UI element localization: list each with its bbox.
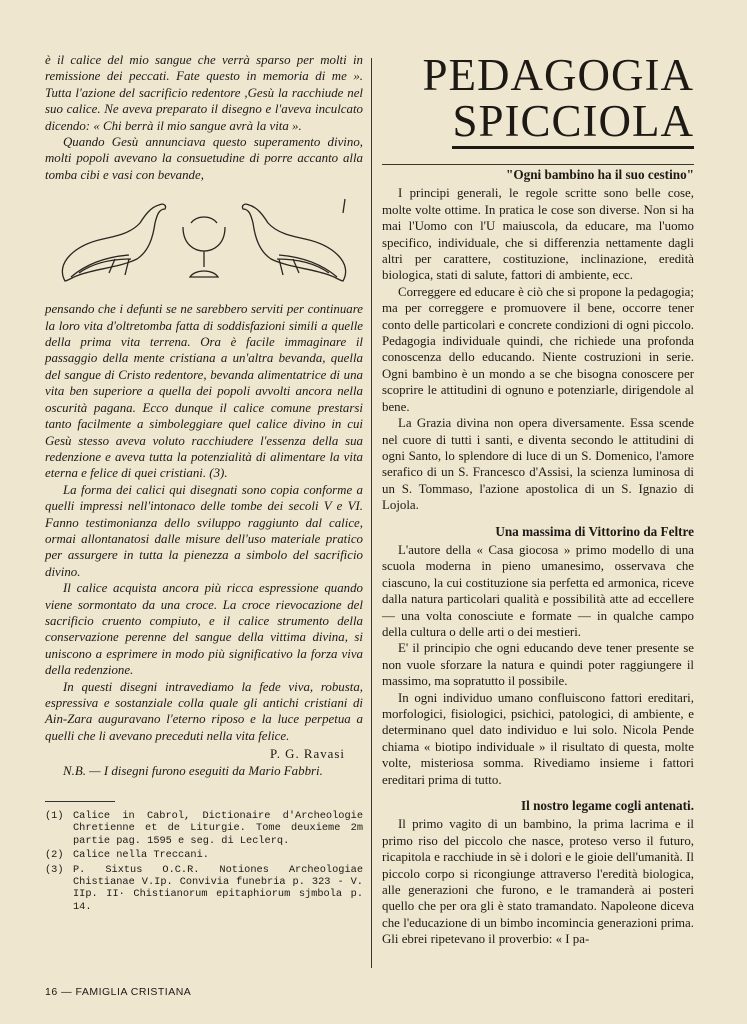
section-3-paragraph: Il primo vagito di un bambino, la prima lacrima e il primo riso del piccolo che nasce, proteso verso il futuro, ricapitola e racchiude in sè i dolori e le gioie dell'umanità. Il piccolo corpo si ricongiunge attraverso l'eredità biologica, alle generazioni che furono, e le tramanderà ai posteri quello che per ora gli è stato tramandato. Napoleone diceva che l'educazione di un bimbo incomincia generazioni prima. Gli ebrei ripetevano il proverbio: « I pa- (382, 817, 694, 947)
article-title (382, 52, 694, 149)
footnote-number: (3) (45, 863, 64, 876)
left-paragraph-5: Il calice acquista ancora più ricca espressione quando viene sormontato da una croce. La croce rievocazione del sacrificio cruento compiuto, e il calice strumento della conservazione perenne del sangue della vittima divina, si uniscono a esprimere in modo più significativo la forza viva della redenzione. (45, 581, 363, 678)
column-divider (371, 58, 372, 968)
title-line-1: PEDAGOGIA (422, 50, 694, 100)
section-1-paragraph: La Grazia divina non opera diversamente. Essa scende nel cuore di tutti i santi, e diventa secondo le attitudini di ogni Santo, lo splendore di luce di un S. Domenico, l'amore serafico di un S. Francesco d'Assisi, la scienza luminosa di un S. Tommaso, l'azione apostolica di un S. Ignazio di Lojola. (382, 416, 694, 513)
chalice-doves-illustration (45, 193, 363, 289)
signature: P. G. Ravasi (269, 747, 345, 762)
footnote-number: (1) (45, 810, 64, 823)
left-paragraph-6: In questi disegni intravediamo la fede viva, robusta, espressiva e sostanziale colla quale gli antichi cristiani di Ain-Zara auguravano l'eterno riposo e la luce perpetua a quelli che li avevano preceduti nella vita felice. (45, 679, 363, 743)
section-heading-3: Il nostro legame cogli antenati. (520, 798, 694, 814)
drawings-note: N.B. — I disegni furono eseguiti da Mario Fabbri. (63, 763, 323, 778)
left-paragraph-2: Quando Gesù annunciava questo superamento divino, molti popoli avevano la consuetudine di porre accanto alla tomba cibi e vasi con bevande, (45, 135, 363, 182)
title-line-2: SPICCIOLA (452, 98, 694, 149)
right-column (382, 164, 694, 948)
footnote-number: (2) (45, 849, 64, 862)
page-footer: 16 — FAMIGLIA CRISTIANA (45, 986, 192, 998)
footnote (45, 810, 363, 847)
footnotes (45, 810, 363, 913)
section-heading-2: Una massima di Vittorino da Feltre (495, 523, 694, 539)
section-1-paragraph: Correggere ed educare è ciò che si propone la pedagogia; ma per correggere e promuovere il bene, occorre tener conto delle particolari e concrete condizioni di ogni piccolo. Pedagogia individuale quindi, che richiede una profonda conoscenza dello educando. Niente costruzioni in serie. Ogni bambino è un mondo a se che bisogna conoscere per scoprire le attitudini di ognuno e potenziarle, dirigendole al bene. (382, 284, 694, 414)
section-heading-1: "Ogni bambino ha il suo cestino" (382, 164, 694, 183)
left-paragraph-1: è il calice del mio sangue che verrà sparso per molti in remissione dei peccati. Fate questo in memoria di me ». Tutta l'azione del sacrificio redentore ,Gesù la racchiude nel suo calice. Ne aveva preparato il disegno e l'aveva inculcato dicendo: « Chi berrà il mio sangue avrà la vita ». (45, 53, 363, 133)
section-2-paragraph: L'autore della « Casa giocosa » primo modello di una scuola moderna in pieno umanesimo, osservava che ciascuno, la cui costituzione sia perfetta ed armonica, riceve dalla natura particolari qualità e possibilità atte ad eccellere — una volta conosciute e formate — in qualche campo della cultura o delle arti o dei mestieri. (382, 542, 694, 639)
footnote-divider (45, 801, 115, 802)
footnote-text: P. Sixtus O.C.R. Notiones Archeologiae Chistianae V.Ip. Convivia funebria p. 323 - V. IIp. II· Chistianorum epitaphiorum sjmbola p. 14. (73, 863, 363, 913)
footnote-text: Calice nella Treccani. (73, 849, 209, 862)
section-2-paragraph: E' il principio che ogni educando deve tener presente se non vuole sforzare la natura e quindi poter raggiungere il massimo, ma sopratutto il possibile. (382, 641, 694, 689)
footnote-text: Calice in Cabrol, Dictionaire d'Archeologie Chretienne et de Liturgie. Tome deuxieme 2m partie pag. 1595 e seg. di Leclerq. (73, 810, 363, 847)
left-paragraph-4: La forma dei calici qui disegnati sono copia conforme a quelli impressi nell'intonaco delle tombe dei secoli V e VI. Fanno testimonianza dello sviluppo raggiunto dal calice, ormai allontanatosi dalle misure dell'uso materiale pratico per assurgere in tutta la pienezza a simbolo del sacrificio divino. (45, 482, 363, 579)
footnote (45, 849, 363, 861)
footnote (45, 864, 363, 914)
section-1-paragraph: I principi generali, le regole scritte sono belle cose, molte volte ottime. In pratica le cose son diverse. Non si ha mai l'Uomo con l'U maiuscola, da educare, ma l'uomo specifico, individuale, che si differenzia nettamente dagli altri per carattere, costituzione, inclinazione, eredità biologica, stati di salute, fattori di ambiente, ecc. (382, 186, 694, 283)
left-column (45, 52, 363, 915)
section-2-paragraph: In ogni individuo umano confluiscono fattori ereditari, morfologici, fisiologici, psichici, patologici, di ambiente, e determinano quel dato individuo e lui solo. Nicola Pende chiama « biotipo individuale » il risultato di questa, molte volte, misteriosa somma. Rivediamo insieme i fattori ereditari prima di tutto. (382, 690, 694, 787)
left-paragraph-3: pensando che i defunti se ne sarebbero serviti per continuare la loro vita d'oltretomba fatta di soddisfazioni simili a quelle della prima vita terrena. Ora è facile immaginare il passaggio della mente cristiana a un'altra bevanda, quella del sangue di Cristo redentore, bevanda alimentatrice di una vita ben superiore a quella dei popoli avvolti ancora nella oscurità pagana. Ecco dunque il calice comune prestarsi tanto facilmente a simboleggiare quel calice divino in cui Gesù stesso aveva voluto racchiudere l'essenza della sua redenzione e aveva tutta la potenzialità di alimentare la vita eterna e felice di quei cristiani. (3). (45, 302, 363, 481)
